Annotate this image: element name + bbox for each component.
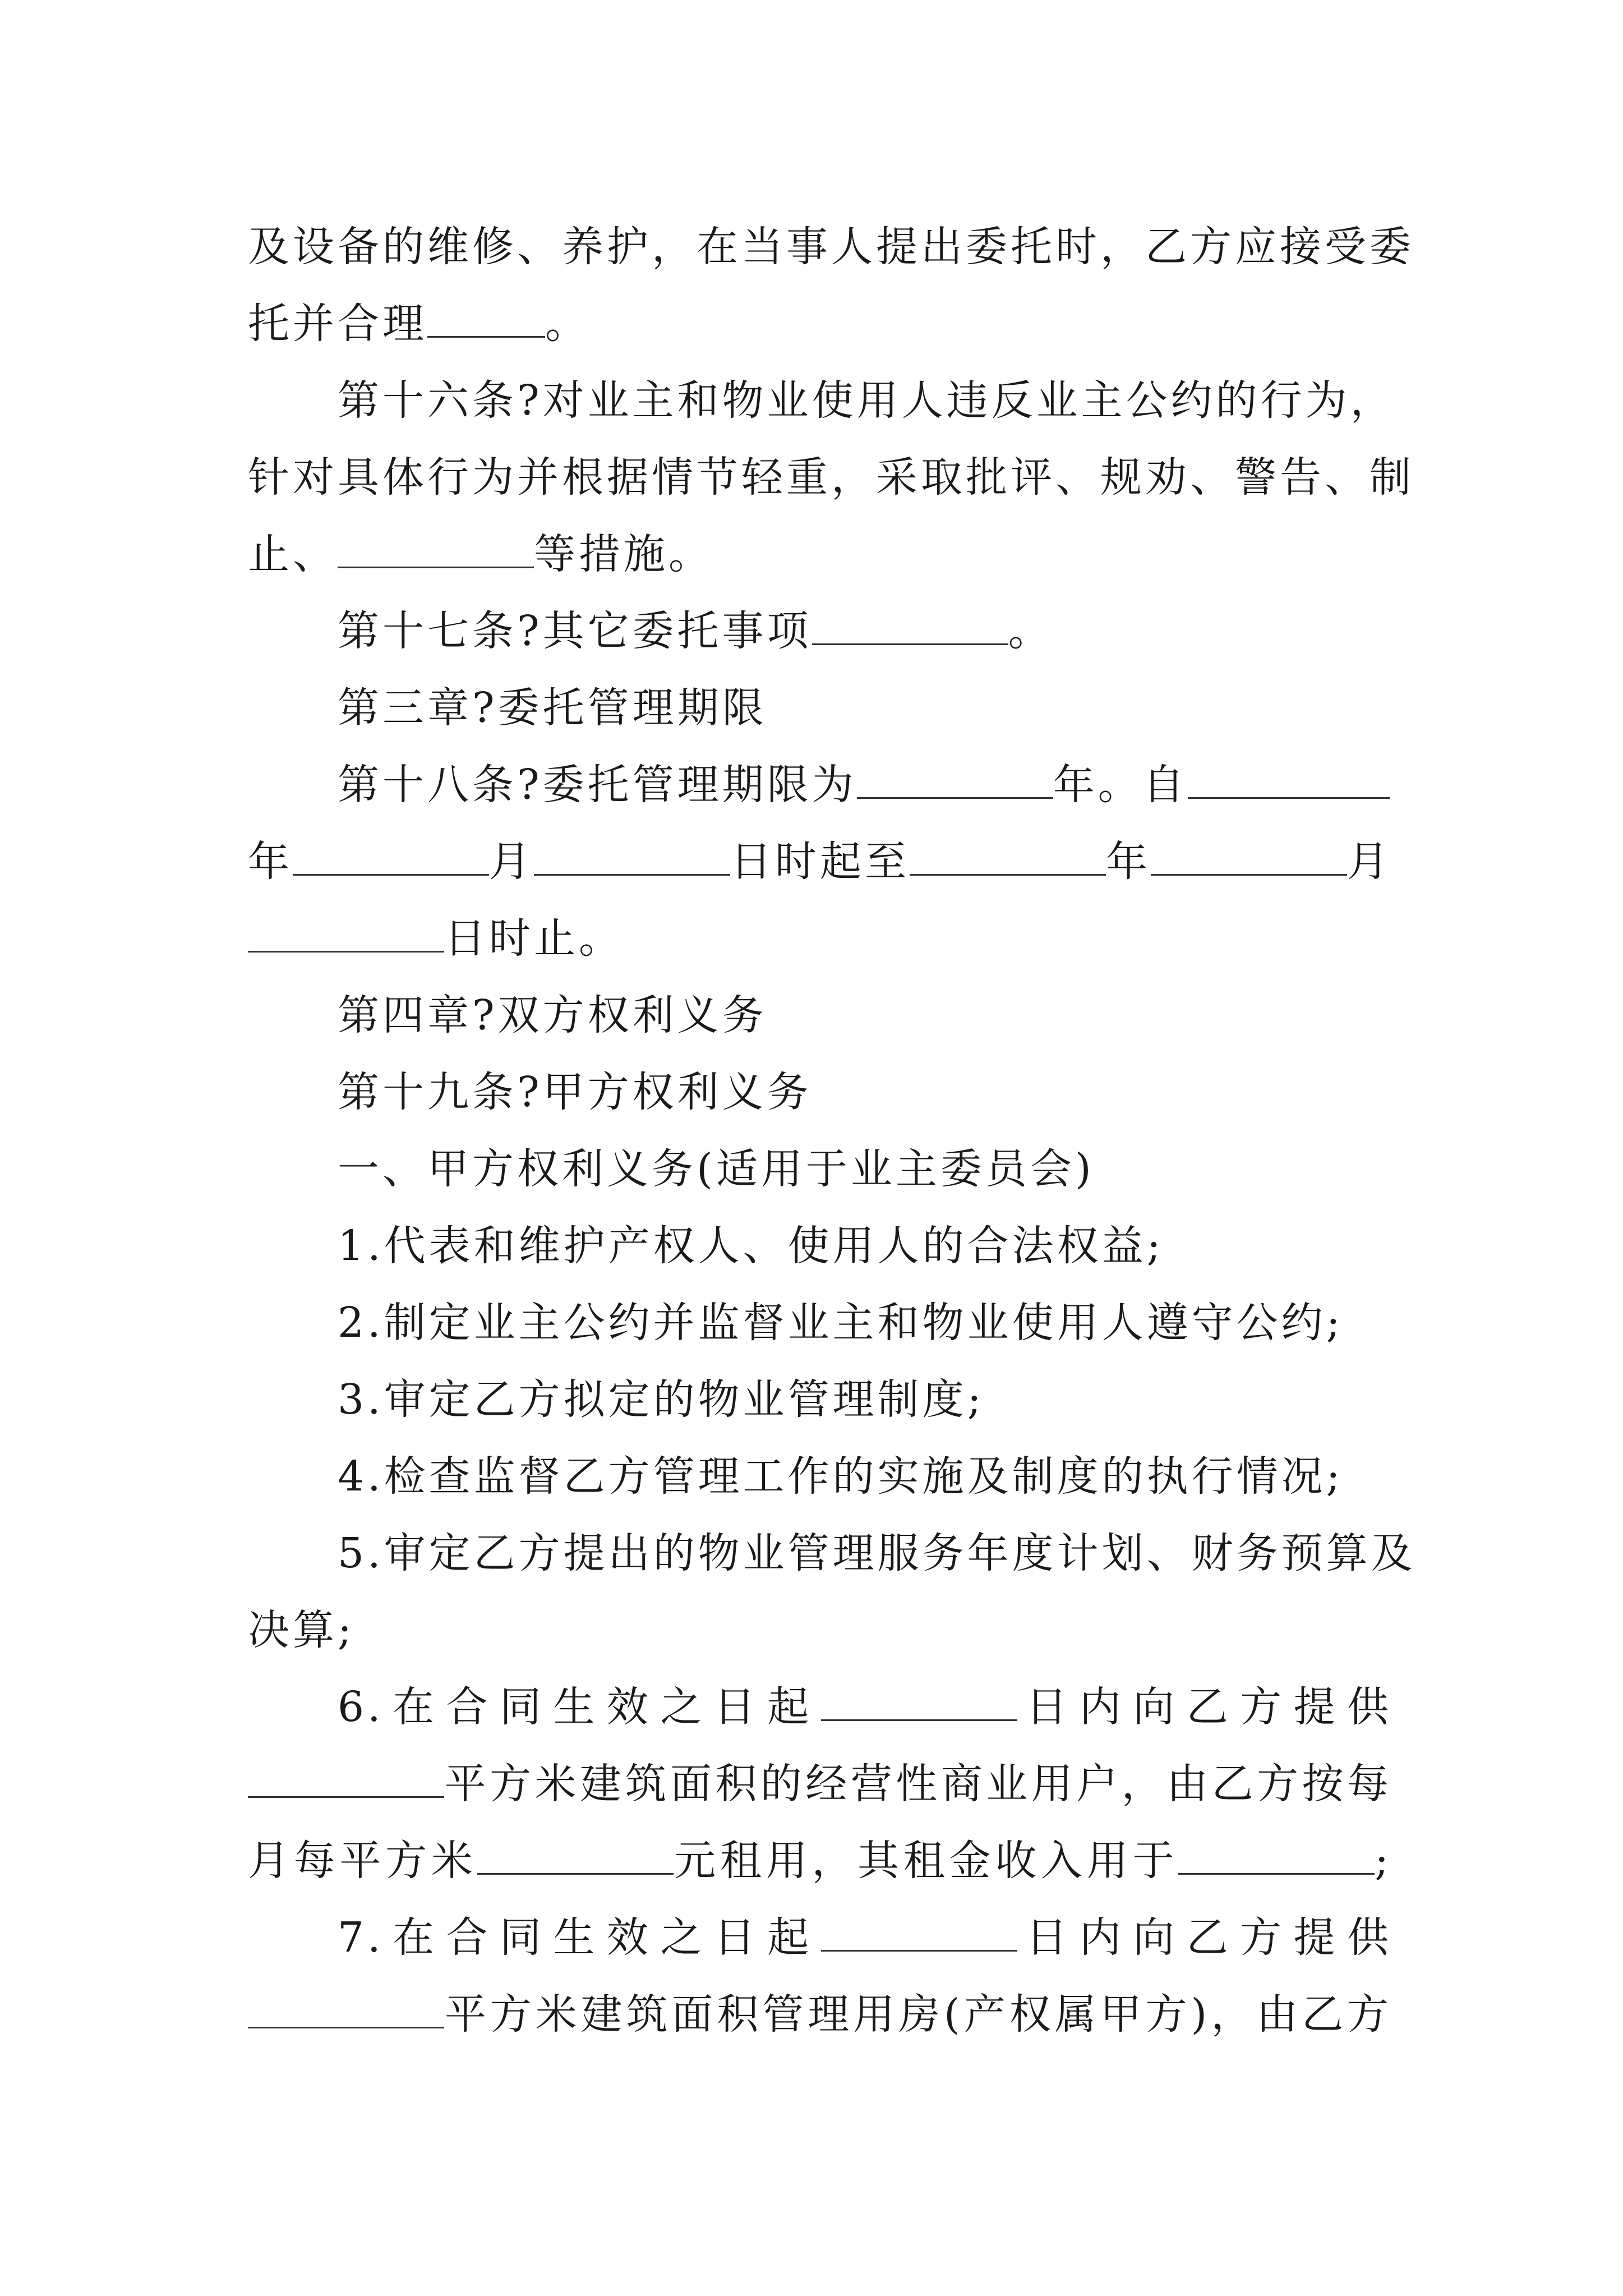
text-line-3	[248, 362, 1395, 439]
text-segment: 第十六条?对业主和物业使用人违反业主公约的行为，	[338, 376, 1395, 425]
fill-in-blank	[248, 916, 444, 953]
text-segment: 第十七条?其它委托事项	[338, 607, 812, 655]
fill-in-blank	[910, 839, 1106, 876]
text-segment: 7.在合同生效之日起	[338, 1913, 821, 1962]
list-item	[248, 1515, 1416, 1592]
fill-in-blank	[821, 1915, 1017, 1952]
text-segment: 2.制定业主公约并监督业主和物业使用人遵守公约;	[338, 1299, 1344, 1347]
document-page	[248, 209, 1416, 2053]
text-segment: 日内向乙方提供	[1017, 1913, 1392, 1962]
text-line-2	[248, 286, 1392, 362]
fill-in-blank	[857, 762, 1053, 799]
fill-in-blank	[812, 609, 1008, 645]
text-segment: 日内向乙方提供	[1017, 1683, 1392, 1731]
text-line-19	[248, 1592, 1392, 1669]
text-segment: ;	[1375, 1837, 1393, 1885]
text-line-1	[248, 209, 1414, 286]
text-segment: 第十八条?委托管理期限为	[338, 761, 857, 809]
chapter-heading	[248, 670, 1392, 747]
text-segment: 第十九条?甲方权利义务	[338, 1068, 812, 1116]
text-segment: 年	[248, 838, 293, 886]
text-segment: 托并合理	[248, 300, 427, 348]
fill-in-blank	[338, 532, 534, 568]
text-segment: 3.审定乙方拟定的物业管理制度;	[338, 1375, 985, 1424]
text-segment: 6.在合同生效之日起	[338, 1683, 821, 1731]
text-line-4	[248, 439, 1414, 516]
article-heading	[248, 1054, 1392, 1131]
fill-in-blank	[1151, 839, 1347, 876]
text-segment: 。	[545, 300, 590, 348]
fill-in-blank	[1188, 762, 1390, 799]
list-item	[248, 1208, 1392, 1285]
text-segment: 第三章?委托管理期限	[338, 684, 767, 732]
fill-in-blank	[1178, 1838, 1375, 1875]
text-segment: 止、	[248, 530, 338, 578]
text-segment: 年	[1106, 838, 1151, 886]
text-line-5	[248, 516, 1392, 593]
fill-in-blank	[477, 1838, 674, 1875]
text-line-21	[248, 1746, 1392, 1823]
text-segment: 。	[1008, 607, 1053, 655]
text-segment: 1.代表和维护产权人、使用人的合法权益;	[338, 1222, 1164, 1270]
text-segment: 5.审定乙方提出的物业管理服务年度计划、财务预算及	[338, 1529, 1416, 1577]
text-segment: 决算;	[248, 1606, 355, 1654]
text-segment: 针对具体行为并根据情节轻重，采取批评、规劝、警告、制	[248, 453, 1414, 501]
text-segment: 月	[489, 838, 534, 886]
fill-in-blank	[534, 839, 730, 876]
text-segment: 一、甲方权利义务(适用于业主委员会)	[338, 1145, 1095, 1193]
list-item	[248, 1361, 1392, 1438]
text-line-9	[248, 823, 1392, 900]
text-segment: 平方米建筑面积的经营性商业用户，由乙方按每	[444, 1760, 1392, 1808]
text-segment: 4.检查监督乙方管理工作的实施及制度的执行情况;	[338, 1452, 1344, 1501]
text-line-24	[248, 1976, 1392, 2053]
text-segment: 等措施。	[534, 530, 713, 578]
section-heading	[248, 1131, 1392, 1208]
text-segment: 元租用，其租金收入用于	[673, 1837, 1179, 1885]
text-line-22	[248, 1823, 1392, 1899]
text-segment: 平方米建筑面积管理用房(产权属甲方)，由乙方	[444, 1990, 1392, 2039]
text-segment: 日时起至	[730, 838, 910, 886]
text-line-8	[248, 747, 1392, 823]
text-segment: 日时止。	[444, 914, 624, 963]
text-line-10	[248, 900, 1392, 977]
fill-in-blank	[427, 301, 545, 338]
list-item	[248, 1285, 1392, 1361]
fill-in-blank	[821, 1685, 1017, 1721]
text-segment: 第四章?双方权利义务	[338, 991, 767, 1039]
list-item	[248, 1669, 1392, 1746]
fill-in-blank	[248, 1992, 444, 2028]
text-segment: 及设备的维修、养护，在当事人提出委托时，乙方应接受委	[248, 223, 1414, 271]
list-item	[248, 1438, 1392, 1515]
list-item	[248, 1899, 1392, 1976]
text-segment: 月	[1347, 838, 1392, 886]
text-line-6	[248, 593, 1392, 670]
text-segment: 月每平方米	[248, 1837, 477, 1885]
chapter-heading	[248, 977, 1392, 1054]
fill-in-blank	[293, 839, 489, 876]
text-segment: 年。自	[1053, 761, 1188, 809]
fill-in-blank	[248, 1761, 444, 1798]
